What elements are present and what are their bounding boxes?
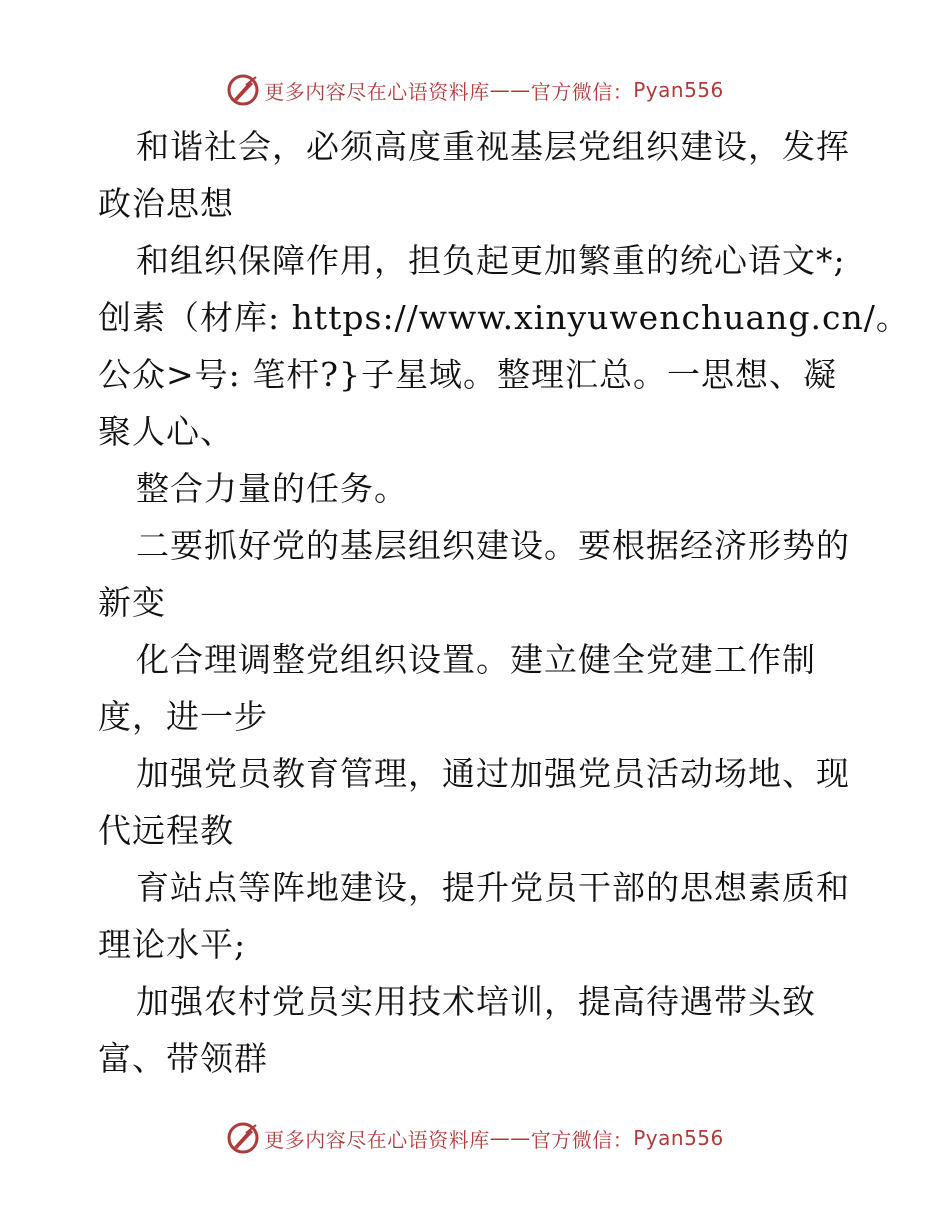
body-line: 代远程教 bbox=[98, 811, 234, 850]
header-wechat-label: 官方微信： bbox=[530, 79, 634, 104]
body-line: 加强农村党员实用技术培训，提高待遇带头致 bbox=[136, 982, 816, 1021]
header-wechat-account: Pyan556 bbox=[633, 78, 724, 102]
footer-wechat-account: Pyan556 bbox=[633, 1126, 724, 1150]
body-line: 度，进一步 bbox=[98, 697, 268, 736]
body-line: 富、带领群 bbox=[98, 1039, 268, 1078]
body-line: 创素（材库: https://www.xinyuwenchuang.cn/。 bbox=[98, 298, 910, 337]
body-line: 和组织保障作用，担负起更加繁重的统心语文*; bbox=[136, 241, 846, 280]
body-line: 二要抓好党的基层组织建设。要根据经济形势的 bbox=[136, 526, 850, 565]
body-line: 加强党员教育管理，通过加强党员活动场地、现 bbox=[136, 754, 850, 793]
footer-brand-text: 更多内容尽在心语资料库 bbox=[264, 1127, 490, 1152]
body-line: 政治思想 bbox=[98, 184, 234, 223]
quill-logo-icon bbox=[226, 73, 260, 107]
header-banner bbox=[0, 70, 950, 110]
body-line: 化合理调整党组织设置。建立健全党建工作制 bbox=[136, 640, 816, 679]
footer-banner bbox=[0, 1118, 950, 1158]
body-line: 公众>号: 笔杆?}子星域。整理汇总。一思想、凝 bbox=[98, 355, 837, 394]
body-line: 理论水平; bbox=[98, 925, 247, 964]
body-line: 育站点等阵地建设，提升党员干部的思想素质和 bbox=[136, 868, 850, 907]
body-line: 和谐社会，必须高度重视基层党组织建设，发挥 bbox=[136, 127, 850, 166]
body-line: 聚人心、 bbox=[98, 412, 234, 451]
header-separator: —— bbox=[489, 78, 531, 102]
document-body bbox=[98, 118, 910, 1087]
quill-logo-icon bbox=[226, 1121, 260, 1155]
footer-separator: —— bbox=[489, 1126, 531, 1150]
body-line: 整合力量的任务。 bbox=[136, 469, 408, 508]
footer-wechat-label: 官方微信： bbox=[530, 1127, 634, 1152]
header-brand-text: 更多内容尽在心语资料库 bbox=[264, 79, 490, 104]
body-line: 新变 bbox=[98, 583, 166, 622]
